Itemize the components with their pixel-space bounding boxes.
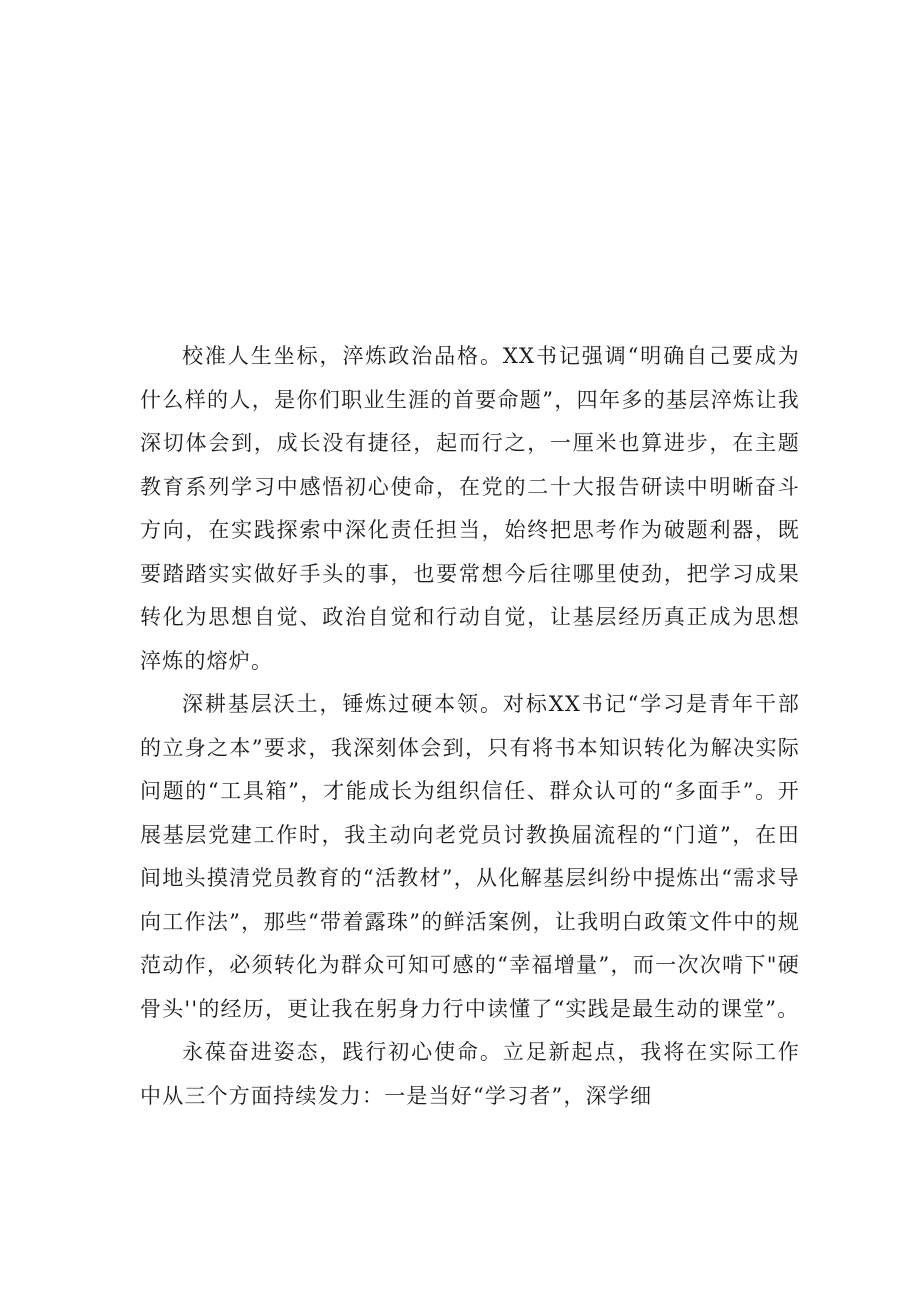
paragraph-forward-posture: 永葆奋进姿态，践行初心使命。立足新起点，我将在实际工作中从三个方面持续发力：一是当好“学习者”，深学细	[140, 1040, 800, 1108]
paragraph-grassroots-skills: 深耕基层沃土，锤炼过硬本领。对标XX书记“学习是青年干部的立身之本”要求，我深刻体会到，只有将书本知识转化为解决实际问题的“工具箱”，才能成长为组织信任、群众认可的“多面手”。开展基层党建工作时，我主动向老党员讨教换届流程的“门道”，在田间地头摸清党员教育的“活教材”，从化解基层纠纷中提炼出“需求导向工作法”，那些“带着露珠”的鲜活案例，让我明白政策文件中的规范动作，必须转化为群众可知可感的“幸福增量”，而一次次啃下"硬骨头''的经历，更让我在躬身力行中读懂了“实践是最生动的课堂”。	[140, 692, 800, 1021]
document-body	[140, 335, 800, 1118]
paragraph-calibrate-life: 校准人生坐标，淬炼政治品格。XX书记强调“明确自己要成为什么样的人，是你们职业生涯的首要命题”，四年多的基层淬炼让我深切体会到，成长没有捷径，起而行之，一厘米也算进步，在主题教育系列学习中感悟初心使命，在党的二十大报告研读中明晰奋斗方向，在实践探索中深化责任担当，始终把思考作为破题利器，既要踏踏实实做好手头的事，也要常想今后往哪里使劲，把学习成果转化为思想自觉、政治自觉和行动自觉，让基层经历真正成为思想淬炼的熔炉。	[140, 344, 800, 673]
